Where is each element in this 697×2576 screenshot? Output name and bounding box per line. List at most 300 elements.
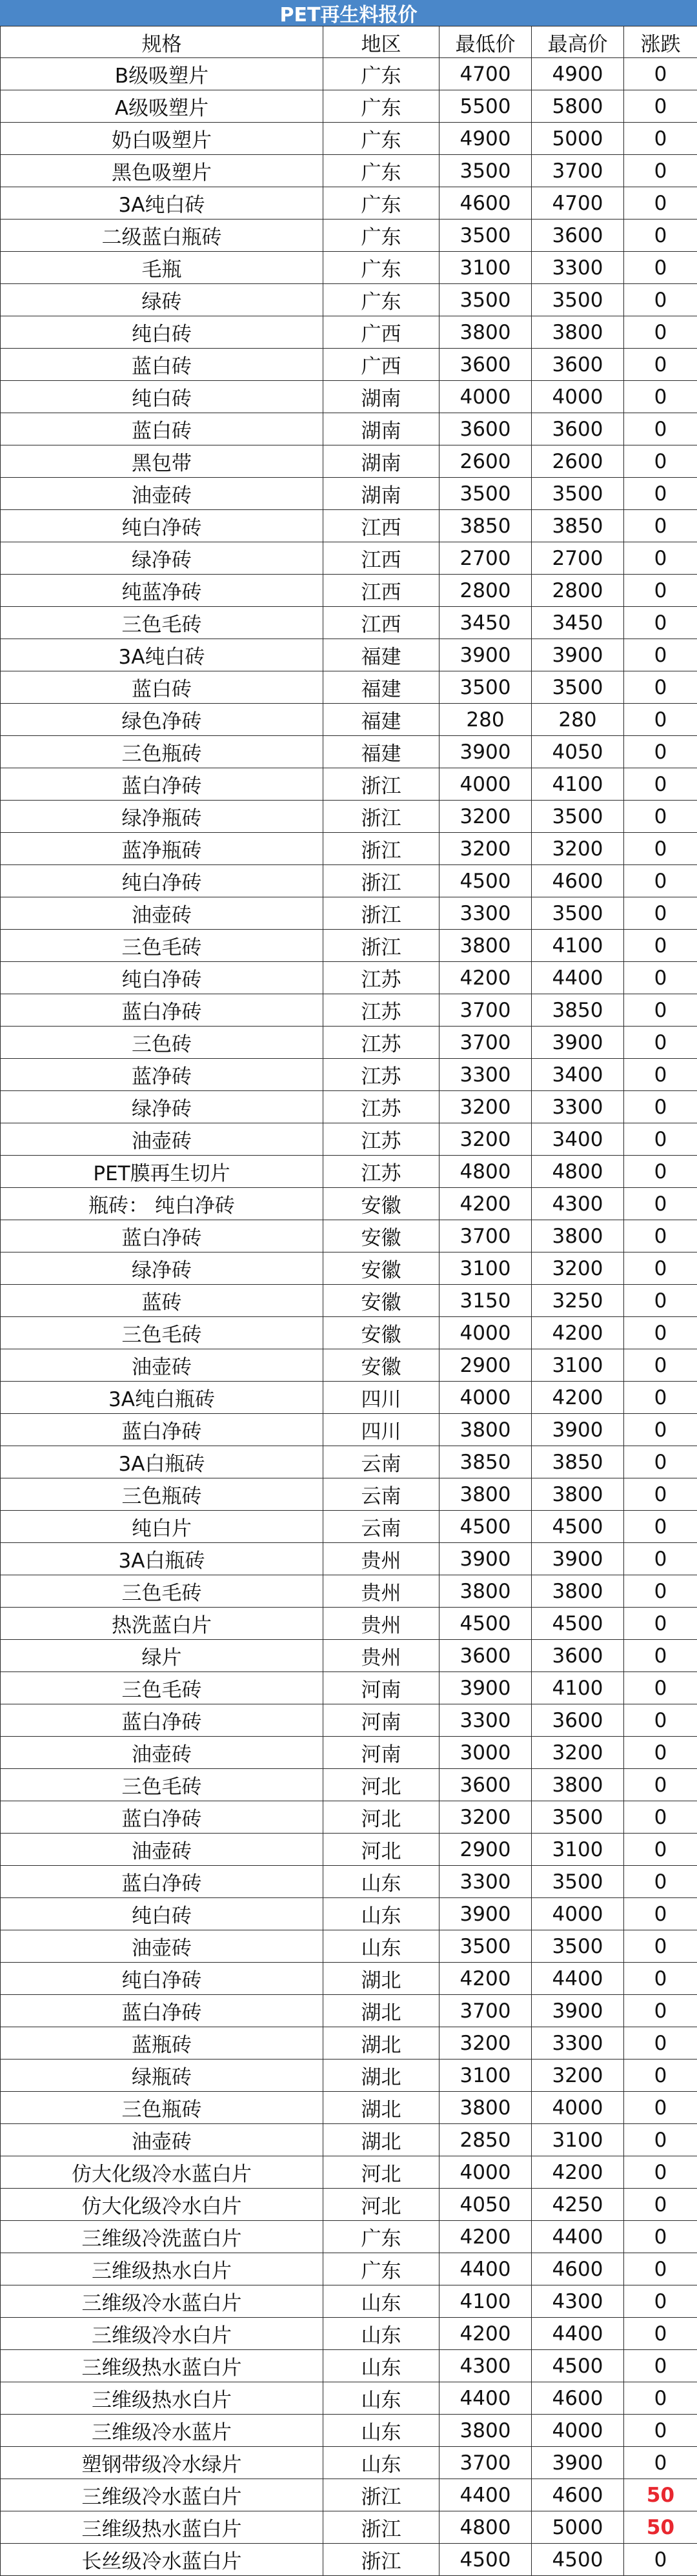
cell-max-price: 3450 — [532, 607, 624, 639]
cell-spec: 仿大化级冷水白片 — [1, 2189, 323, 2221]
cell-region: 贵州 — [323, 1640, 439, 1672]
table-row — [1, 316, 697, 349]
cell-region: 山东 — [323, 2447, 439, 2479]
cell-spec: 纯白片 — [1, 1511, 323, 1543]
table-row — [1, 1414, 697, 1446]
cell-region: 广东 — [323, 90, 439, 123]
cell-region: 山东 — [323, 2382, 439, 2415]
cell-min-price: 3900 — [439, 1672, 532, 1704]
cell-change: 50 — [624, 2511, 697, 2544]
cell-min-price: 4000 — [439, 768, 532, 801]
cell-min-price: 280 — [439, 704, 532, 736]
cell-region: 山东 — [323, 1866, 439, 1898]
table-row — [1, 284, 697, 316]
cell-spec: 蓝白净砖 — [1, 1866, 323, 1898]
cell-change: 0 — [624, 736, 697, 768]
cell-change: 0 — [624, 1349, 697, 1382]
cell-spec: 绿净砖 — [1, 542, 323, 575]
cell-region: 安徽 — [323, 1220, 439, 1252]
cell-max-price: 2600 — [532, 445, 624, 478]
cell-spec: 蓝砖 — [1, 1285, 323, 1317]
cell-change: 0 — [624, 478, 697, 510]
table-row — [1, 833, 697, 865]
cell-spec: 蓝瓶砖 — [1, 2027, 323, 2060]
cell-change: 0 — [624, 897, 697, 930]
cell-spec: 塑钢带级冷水绿片 — [1, 2447, 323, 2479]
table-row — [1, 2092, 697, 2124]
cell-min-price: 3700 — [439, 1027, 532, 1059]
cell-min-price: 3700 — [439, 1220, 532, 1252]
cell-min-price: 4400 — [439, 2253, 532, 2285]
cell-min-price: 3800 — [439, 2092, 532, 2124]
cell-region: 广东 — [323, 2253, 439, 2285]
cell-min-price: 3500 — [439, 155, 532, 187]
cell-change: 0 — [624, 58, 697, 90]
table-row — [1, 1866, 697, 1898]
cell-region: 广西 — [323, 349, 439, 381]
cell-min-price: 3800 — [439, 316, 532, 349]
cell-min-price: 4200 — [439, 2318, 532, 2350]
cell-spec: 油壶砖 — [1, 1123, 323, 1156]
table-row — [1, 445, 697, 478]
cell-spec: 奶白吸塑片 — [1, 123, 323, 155]
cell-max-price: 3900 — [532, 1995, 624, 2027]
cell-change: 0 — [624, 833, 697, 865]
cell-min-price: 2850 — [439, 2124, 532, 2156]
cell-spec: 油壶砖 — [1, 1834, 323, 1866]
cell-spec: 3A纯白砖 — [1, 639, 323, 671]
cell-max-price: 4100 — [532, 768, 624, 801]
cell-change: 0 — [624, 2060, 697, 2092]
cell-change: 0 — [624, 1414, 697, 1446]
cell-spec: 纯白净砖 — [1, 510, 323, 542]
cell-spec: 油壶砖 — [1, 1349, 323, 1382]
table-row — [1, 1027, 697, 1059]
cell-min-price: 4500 — [439, 2544, 532, 2576]
cell-max-price: 5800 — [532, 90, 624, 123]
cell-max-price: 4200 — [532, 2156, 624, 2189]
cell-min-price: 4400 — [439, 2479, 532, 2511]
cell-change: 0 — [624, 1801, 697, 1834]
cell-change: 0 — [624, 510, 697, 542]
cell-region: 广东 — [323, 155, 439, 187]
cell-max-price: 3600 — [532, 1704, 624, 1737]
table-row — [1, 607, 697, 639]
cell-max-price: 3500 — [532, 1866, 624, 1898]
cell-min-price: 4800 — [439, 1156, 532, 1188]
cell-change: 0 — [624, 187, 697, 220]
cell-region: 贵州 — [323, 1575, 439, 1608]
table-row — [1, 2447, 697, 2479]
cell-change: 0 — [624, 542, 697, 575]
cell-change: 0 — [624, 252, 697, 284]
table-row — [1, 1220, 697, 1252]
cell-max-price: 4250 — [532, 2189, 624, 2221]
cell-change: 0 — [624, 1317, 697, 1349]
cell-max-price: 3300 — [532, 2027, 624, 2060]
cell-region: 安徽 — [323, 1188, 439, 1220]
cell-region: 浙江 — [323, 833, 439, 865]
cell-region: 河北 — [323, 1834, 439, 1866]
cell-max-price: 4600 — [532, 2253, 624, 2285]
cell-change: 0 — [624, 2221, 697, 2253]
table-row — [1, 510, 697, 542]
cell-change: 0 — [624, 1027, 697, 1059]
cell-change: 0 — [624, 2382, 697, 2415]
cell-region: 湖北 — [323, 1995, 439, 2027]
cell-spec: 毛瓶 — [1, 252, 323, 284]
cell-max-price: 2700 — [532, 542, 624, 575]
cell-region: 安徽 — [323, 1252, 439, 1285]
cell-region: 浙江 — [323, 801, 439, 833]
cell-max-price: 3200 — [532, 2060, 624, 2092]
cell-min-price: 3800 — [439, 1575, 532, 1608]
cell-min-price: 3300 — [439, 897, 532, 930]
cell-max-price: 4900 — [532, 58, 624, 90]
cell-region: 山东 — [323, 2318, 439, 2350]
cell-region: 河南 — [323, 1672, 439, 1704]
cell-max-price: 4400 — [532, 2318, 624, 2350]
cell-region: 湖南 — [323, 381, 439, 413]
cell-spec: 3A纯白瓶砖 — [1, 1382, 323, 1414]
cell-change: 0 — [624, 1704, 697, 1737]
cell-region: 贵州 — [323, 1608, 439, 1640]
cell-spec: B级吸塑片 — [1, 58, 323, 90]
cell-spec: 三色毛砖 — [1, 930, 323, 962]
sheet-title: PET再生料报价 — [0, 0, 697, 26]
cell-region: 浙江 — [323, 2544, 439, 2576]
cell-max-price: 3700 — [532, 155, 624, 187]
table-row — [1, 1156, 697, 1188]
cell-min-price: 3300 — [439, 1704, 532, 1737]
table-row — [1, 1801, 697, 1834]
cell-max-price: 4500 — [532, 2350, 624, 2382]
cell-change: 0 — [624, 1834, 697, 1866]
cell-min-price: 4000 — [439, 1317, 532, 1349]
cell-max-price: 3200 — [532, 1252, 624, 1285]
cell-spec: PET膜再生切片 — [1, 1156, 323, 1188]
cell-spec: 蓝白净砖 — [1, 1220, 323, 1252]
table-row — [1, 1188, 697, 1220]
cell-min-price: 3600 — [439, 413, 532, 445]
cell-min-price: 4500 — [439, 1608, 532, 1640]
table-row — [1, 1123, 697, 1156]
cell-max-price: 3250 — [532, 1285, 624, 1317]
cell-region: 河南 — [323, 1704, 439, 1737]
table-row — [1, 220, 697, 252]
table-row — [1, 2318, 697, 2350]
cell-min-price: 3700 — [439, 1995, 532, 2027]
cell-region: 湖南 — [323, 478, 439, 510]
cell-min-price: 4100 — [439, 2285, 532, 2318]
cell-max-price: 4100 — [532, 930, 624, 962]
table-row — [1, 2415, 697, 2447]
cell-change: 0 — [624, 445, 697, 478]
cell-region: 广东 — [323, 284, 439, 316]
cell-spec: 三色砖 — [1, 1027, 323, 1059]
table-row — [1, 1382, 697, 1414]
cell-change: 0 — [624, 801, 697, 833]
table-row — [1, 2221, 697, 2253]
cell-spec: 蓝白砖 — [1, 671, 323, 704]
cell-min-price: 3200 — [439, 2027, 532, 2060]
cell-spec: 三维级冷洗蓝白片 — [1, 2221, 323, 2253]
cell-region: 江苏 — [323, 994, 439, 1027]
table-row — [1, 1995, 697, 2027]
table-row — [1, 155, 697, 187]
cell-change: 0 — [624, 1123, 697, 1156]
cell-change: 0 — [624, 1575, 697, 1608]
cell-spec: 瓶砖： 纯白净砖 — [1, 1188, 323, 1220]
cell-max-price: 4200 — [532, 1317, 624, 1349]
cell-change: 0 — [624, 2544, 697, 2576]
table-row — [1, 1640, 697, 1672]
cell-change: 0 — [624, 2189, 697, 2221]
cell-max-price: 4500 — [532, 1511, 624, 1543]
cell-max-price: 3300 — [532, 252, 624, 284]
cell-change: 0 — [624, 1252, 697, 1285]
cell-change: 0 — [624, 1511, 697, 1543]
cell-spec: 蓝白净砖 — [1, 1801, 323, 1834]
cell-min-price: 3500 — [439, 284, 532, 316]
cell-region: 江苏 — [323, 1027, 439, 1059]
cell-region: 广东 — [323, 252, 439, 284]
table-row — [1, 349, 697, 381]
cell-max-price: 3800 — [532, 1220, 624, 1252]
table-row — [1, 1091, 697, 1123]
cell-min-price: 3200 — [439, 1091, 532, 1123]
cell-change: 50 — [624, 2479, 697, 2511]
cell-min-price: 4200 — [439, 2221, 532, 2253]
cell-spec: 油壶砖 — [1, 1737, 323, 1769]
cell-max-price: 3800 — [532, 316, 624, 349]
cell-region: 河北 — [323, 2189, 439, 2221]
cell-region: 河北 — [323, 1801, 439, 1834]
cell-spec: 3A白瓶砖 — [1, 1543, 323, 1575]
cell-min-price: 3800 — [439, 2415, 532, 2447]
cell-spec: 纯蓝净砖 — [1, 575, 323, 607]
cell-max-price: 3500 — [532, 897, 624, 930]
table-row — [1, 1608, 697, 1640]
cell-change: 0 — [624, 1769, 697, 1801]
cell-region: 安徽 — [323, 1285, 439, 1317]
cell-min-price: 3500 — [439, 478, 532, 510]
table-row — [1, 962, 697, 994]
cell-change: 0 — [624, 1608, 697, 1640]
cell-change: 0 — [624, 2285, 697, 2318]
cell-region: 浙江 — [323, 2479, 439, 2511]
cell-max-price: 2800 — [532, 575, 624, 607]
table-row — [1, 381, 697, 413]
table-row — [1, 1737, 697, 1769]
cell-region: 云南 — [323, 1478, 439, 1511]
cell-max-price: 3900 — [532, 2447, 624, 2479]
table-row — [1, 801, 697, 833]
cell-spec: 绿净瓶砖 — [1, 801, 323, 833]
table-row — [1, 90, 697, 123]
cell-min-price: 4700 — [439, 58, 532, 90]
cell-change: 0 — [624, 1156, 697, 1188]
header-max-price: 最高价 — [532, 26, 624, 58]
cell-region: 浙江 — [323, 930, 439, 962]
cell-min-price: 3850 — [439, 510, 532, 542]
cell-change: 0 — [624, 2415, 697, 2447]
cell-spec: 蓝白净砖 — [1, 994, 323, 1027]
cell-min-price: 3200 — [439, 833, 532, 865]
cell-spec: 蓝净砖 — [1, 1059, 323, 1091]
cell-max-price: 4400 — [532, 1963, 624, 1995]
cell-spec: 三色瓶砖 — [1, 2092, 323, 2124]
table-body — [1, 58, 697, 2576]
cell-max-price: 4100 — [532, 1672, 624, 1704]
table-row — [1, 1285, 697, 1317]
cell-spec: 三色毛砖 — [1, 1672, 323, 1704]
table-row — [1, 1446, 697, 1478]
table-row — [1, 478, 697, 510]
cell-min-price: 3150 — [439, 1285, 532, 1317]
table-row — [1, 2382, 697, 2415]
cell-min-price: 4200 — [439, 1188, 532, 1220]
cell-max-price: 4500 — [532, 1608, 624, 1640]
cell-change: 0 — [624, 1640, 697, 1672]
cell-region: 湖北 — [323, 2092, 439, 2124]
table-row — [1, 1059, 697, 1091]
cell-change: 0 — [624, 123, 697, 155]
cell-min-price: 2900 — [439, 1834, 532, 1866]
cell-region: 河北 — [323, 2156, 439, 2189]
cell-max-price: 3500 — [532, 284, 624, 316]
cell-spec: 三维级热水白片 — [1, 2382, 323, 2415]
cell-region: 江西 — [323, 607, 439, 639]
cell-change: 0 — [624, 1543, 697, 1575]
cell-max-price: 4600 — [532, 2382, 624, 2415]
cell-min-price: 3900 — [439, 1543, 532, 1575]
cell-change: 0 — [624, 413, 697, 445]
cell-spec: 三维级热水白片 — [1, 2253, 323, 2285]
cell-max-price: 280 — [532, 704, 624, 736]
cell-spec: 绿瓶砖 — [1, 2060, 323, 2092]
table-row — [1, 187, 697, 220]
cell-spec: 三维级热水蓝白片 — [1, 2511, 323, 2544]
cell-spec: 黑色吸塑片 — [1, 155, 323, 187]
cell-min-price: 4200 — [439, 1963, 532, 1995]
table-row — [1, 768, 697, 801]
cell-max-price: 3600 — [532, 220, 624, 252]
cell-max-price: 3300 — [532, 1091, 624, 1123]
table-row — [1, 2253, 697, 2285]
cell-spec: 三维级冷水蓝白片 — [1, 2479, 323, 2511]
table-row — [1, 1511, 697, 1543]
cell-region: 湖南 — [323, 413, 439, 445]
cell-change: 0 — [624, 1059, 697, 1091]
cell-min-price: 5500 — [439, 90, 532, 123]
cell-region: 广东 — [323, 123, 439, 155]
cell-spec: 三色毛砖 — [1, 607, 323, 639]
cell-min-price: 3900 — [439, 736, 532, 768]
cell-min-price: 4600 — [439, 187, 532, 220]
cell-spec: 3A纯白砖 — [1, 187, 323, 220]
cell-region: 浙江 — [323, 768, 439, 801]
price-table — [0, 26, 697, 2576]
cell-region: 江西 — [323, 542, 439, 575]
cell-region: 江西 — [323, 510, 439, 542]
cell-min-price: 4200 — [439, 962, 532, 994]
cell-max-price: 3500 — [532, 671, 624, 704]
cell-max-price: 3400 — [532, 1059, 624, 1091]
cell-region: 山东 — [323, 2285, 439, 2318]
cell-change: 0 — [624, 2350, 697, 2382]
table-row — [1, 930, 697, 962]
cell-spec: 长丝级冷水蓝白片 — [1, 2544, 323, 2576]
cell-min-price: 4000 — [439, 381, 532, 413]
cell-spec: 纯白净砖 — [1, 865, 323, 897]
table-row — [1, 2285, 697, 2318]
cell-region: 江苏 — [323, 962, 439, 994]
cell-change: 0 — [624, 1188, 697, 1220]
cell-change: 0 — [624, 284, 697, 316]
cell-region: 江苏 — [323, 1091, 439, 1123]
cell-min-price: 3100 — [439, 1252, 532, 1285]
cell-change: 0 — [624, 768, 697, 801]
cell-max-price: 3900 — [532, 639, 624, 671]
cell-min-price: 4800 — [439, 2511, 532, 2544]
cell-region: 河北 — [323, 1769, 439, 1801]
cell-max-price: 3500 — [532, 478, 624, 510]
cell-min-price: 3600 — [439, 349, 532, 381]
cell-spec: 三维级冷水白片 — [1, 2318, 323, 2350]
header-region: 地区 — [323, 26, 439, 58]
cell-min-price: 3900 — [439, 1898, 532, 1930]
cell-spec: 纯白砖 — [1, 381, 323, 413]
table-row — [1, 2479, 697, 2511]
cell-spec: 三色毛砖 — [1, 1769, 323, 1801]
cell-region: 贵州 — [323, 1543, 439, 1575]
cell-region: 江苏 — [323, 1059, 439, 1091]
cell-max-price: 4000 — [532, 381, 624, 413]
cell-spec: 蓝白净砖 — [1, 1995, 323, 2027]
cell-max-price: 4000 — [532, 1898, 624, 1930]
cell-spec: 纯白砖 — [1, 1898, 323, 1930]
cell-region: 安徽 — [323, 1317, 439, 1349]
cell-change: 0 — [624, 1866, 697, 1898]
cell-region: 广东 — [323, 58, 439, 90]
cell-min-price: 3800 — [439, 1414, 532, 1446]
table-row — [1, 1575, 697, 1608]
cell-min-price: 4500 — [439, 865, 532, 897]
header-min-price: 最低价 — [439, 26, 532, 58]
cell-min-price: 3600 — [439, 1769, 532, 1801]
cell-change: 0 — [624, 1930, 697, 1963]
cell-change: 0 — [624, 1382, 697, 1414]
cell-spec: 3A白瓶砖 — [1, 1446, 323, 1478]
cell-change: 0 — [624, 704, 697, 736]
cell-min-price: 3500 — [439, 1930, 532, 1963]
table-row — [1, 575, 697, 607]
cell-max-price: 3600 — [532, 413, 624, 445]
cell-max-price: 3200 — [532, 833, 624, 865]
cell-spec: 蓝白净砖 — [1, 768, 323, 801]
cell-change: 0 — [624, 2318, 697, 2350]
cell-min-price: 3450 — [439, 607, 532, 639]
cell-region: 湖北 — [323, 2060, 439, 2092]
cell-region: 湖北 — [323, 2124, 439, 2156]
cell-change: 0 — [624, 930, 697, 962]
cell-region: 山东 — [323, 1930, 439, 1963]
cell-change: 0 — [624, 1220, 697, 1252]
cell-spec: 纯白净砖 — [1, 1963, 323, 1995]
cell-change: 0 — [624, 2092, 697, 2124]
cell-min-price: 3200 — [439, 1801, 532, 1834]
